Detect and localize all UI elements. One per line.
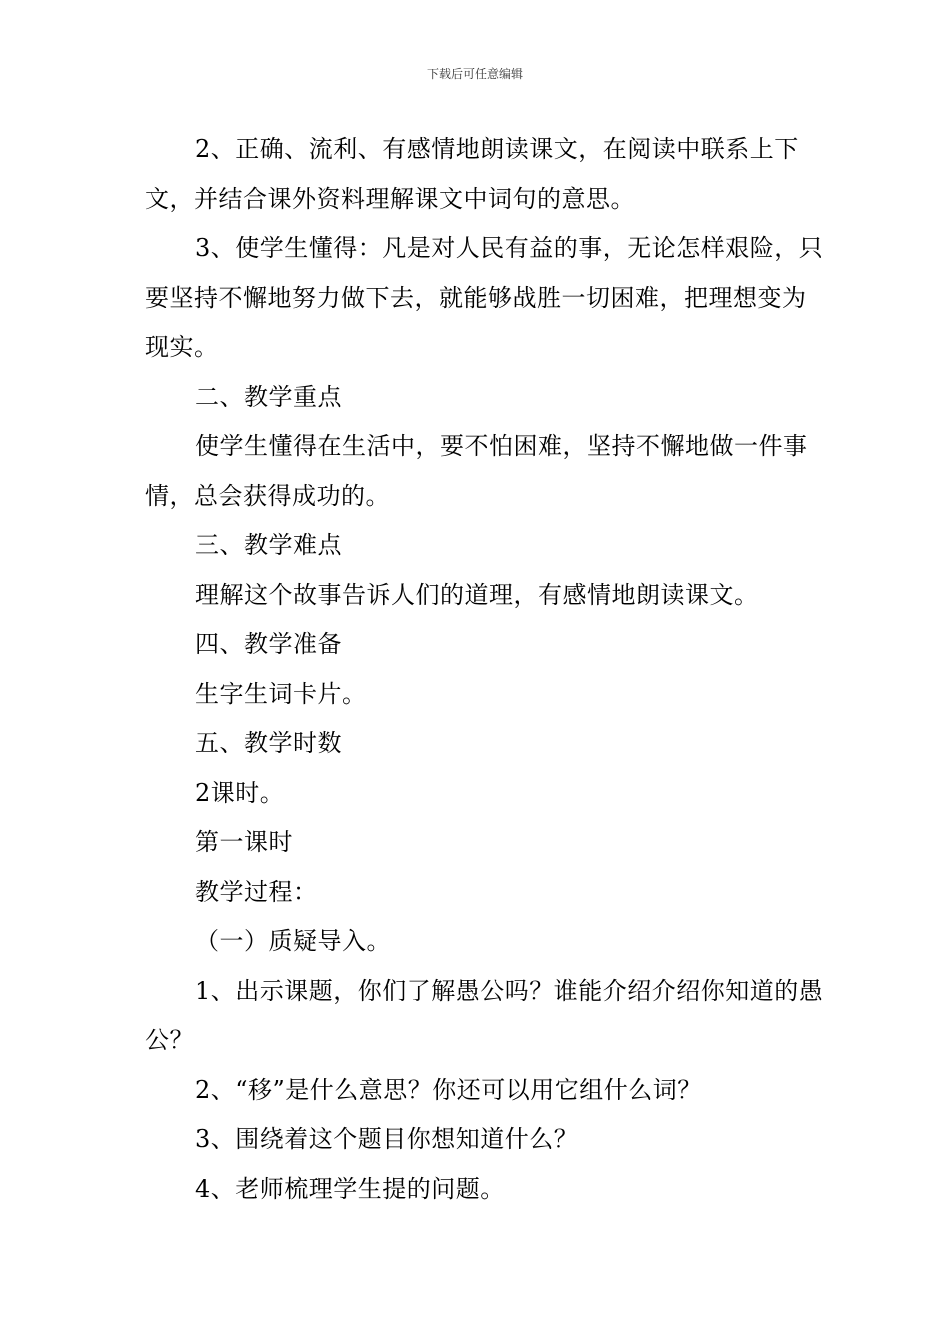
paragraph-step-4: 4、老师梳理学生提的问题。	[195, 1174, 505, 1203]
process-heading: 教学过程：	[195, 877, 318, 906]
paragraph-key-points: 使学生懂得在生活中，要不怕困难，坚持不懈地做一件事情，总会获得成功的。	[145, 432, 808, 510]
paragraph-step-3: 3、围绕着这个题目你想知道什么？	[195, 1125, 579, 1153]
paragraph-objective-2: 2、正确、流利、有感情地朗读课文，在阅读中联系上下文，并结合课外资料理解课文中词句的意思。	[145, 135, 799, 213]
document-body	[145, 125, 825, 1214]
section-heading-class-hours: 五、教学时数	[195, 729, 342, 757]
lesson-heading-first: 第一课时	[195, 828, 293, 856]
page-header-note: 下载后可任意编辑	[426, 67, 523, 81]
paragraph-preparation: 生字生词卡片。	[195, 679, 367, 708]
paragraph-step-1: 1、出示课题，你们了解愚公吗？谁能介绍介绍你知道的愚公？	[145, 976, 824, 1054]
paragraph-objective-3: 3、使学生懂得：凡是对人民有益的事，无论怎样艰险，只要坚持不懈地努力做下去，就能够战胜一切困难，把理想变为现实。	[145, 234, 824, 361]
section-heading-difficulties: 三、教学难点	[195, 531, 342, 559]
section-heading-key-points: 二、教学重点	[195, 382, 342, 411]
paragraph-class-hours: 2课时。	[195, 778, 285, 807]
paragraph-step-2: 2、“移”是什么意思？你还可以用它组什么词？	[195, 1075, 702, 1104]
paragraph-difficulties: 理解这个故事告诉人们的道理，有感情地朗读课文。	[195, 580, 759, 609]
step-heading-intro: （一）质疑导入。	[195, 927, 391, 955]
section-heading-preparation: 四、教学准备	[195, 630, 342, 658]
